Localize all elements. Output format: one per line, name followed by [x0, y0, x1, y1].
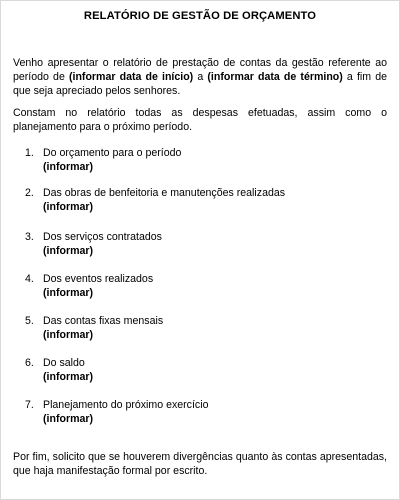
- list-item: [25, 230, 385, 258]
- item-placeholder: (informar): [43, 413, 94, 425]
- closing-paragraph: Por fim, solicito que se houverem divergências quanto às contas apresentadas, que haja manifestação formal por escrito.: [13, 451, 387, 477]
- item-title: Das obras de benfeitoria e manutenções realizadas: [43, 187, 286, 199]
- item-title: Do orçamento para o período: [43, 147, 182, 159]
- item-placeholder: (informar): [43, 329, 94, 341]
- item-number: 7.: [25, 399, 34, 411]
- list-item: [25, 272, 385, 300]
- item-title: Dos eventos realizados: [43, 273, 154, 285]
- item-title: Do saldo: [43, 357, 85, 369]
- item-number: 6.: [25, 357, 34, 369]
- constam-paragraph: Constam no relatório todas as despesas efetuadas, assim como o planejamento para o próximo período.: [13, 107, 387, 133]
- list-item: [25, 398, 385, 426]
- item-number: 5.: [25, 315, 34, 327]
- intro-text-2: a: [193, 71, 208, 83]
- item-title: Dos serviços contratados: [43, 231, 162, 243]
- item-number: 4.: [25, 273, 34, 285]
- list-item: [25, 146, 385, 174]
- item-title: Das contas fixas mensais: [43, 315, 164, 327]
- item-number: 3.: [25, 231, 34, 243]
- item-number: 1.: [25, 147, 34, 159]
- intro-text-3: a fim de que seja apreciado pelos senhores.: [13, 71, 387, 97]
- list-item: [25, 356, 385, 384]
- intro-text-1: Venho apresentar o relatório de prestação de contas da gestão referente ao período de: [13, 57, 387, 83]
- item-placeholder: (informar): [43, 161, 94, 173]
- list-item: [25, 314, 385, 342]
- list-item: [25, 186, 385, 214]
- item-number: 2.: [25, 187, 34, 199]
- item-placeholder: (informar): [43, 201, 94, 213]
- end-date-placeholder: (informar data de término): [207, 71, 343, 83]
- item-placeholder: (informar): [43, 287, 94, 299]
- intro-paragraph: [13, 56, 387, 98]
- document-title: RELATÓRIO DE GESTÃO DE ORÇAMENTO: [83, 10, 317, 22]
- item-placeholder: (informar): [43, 371, 94, 383]
- start-date-placeholder: (informar data de início): [68, 71, 194, 83]
- item-title: Planejamento do próximo exercício: [43, 399, 209, 411]
- item-placeholder: (informar): [43, 245, 94, 257]
